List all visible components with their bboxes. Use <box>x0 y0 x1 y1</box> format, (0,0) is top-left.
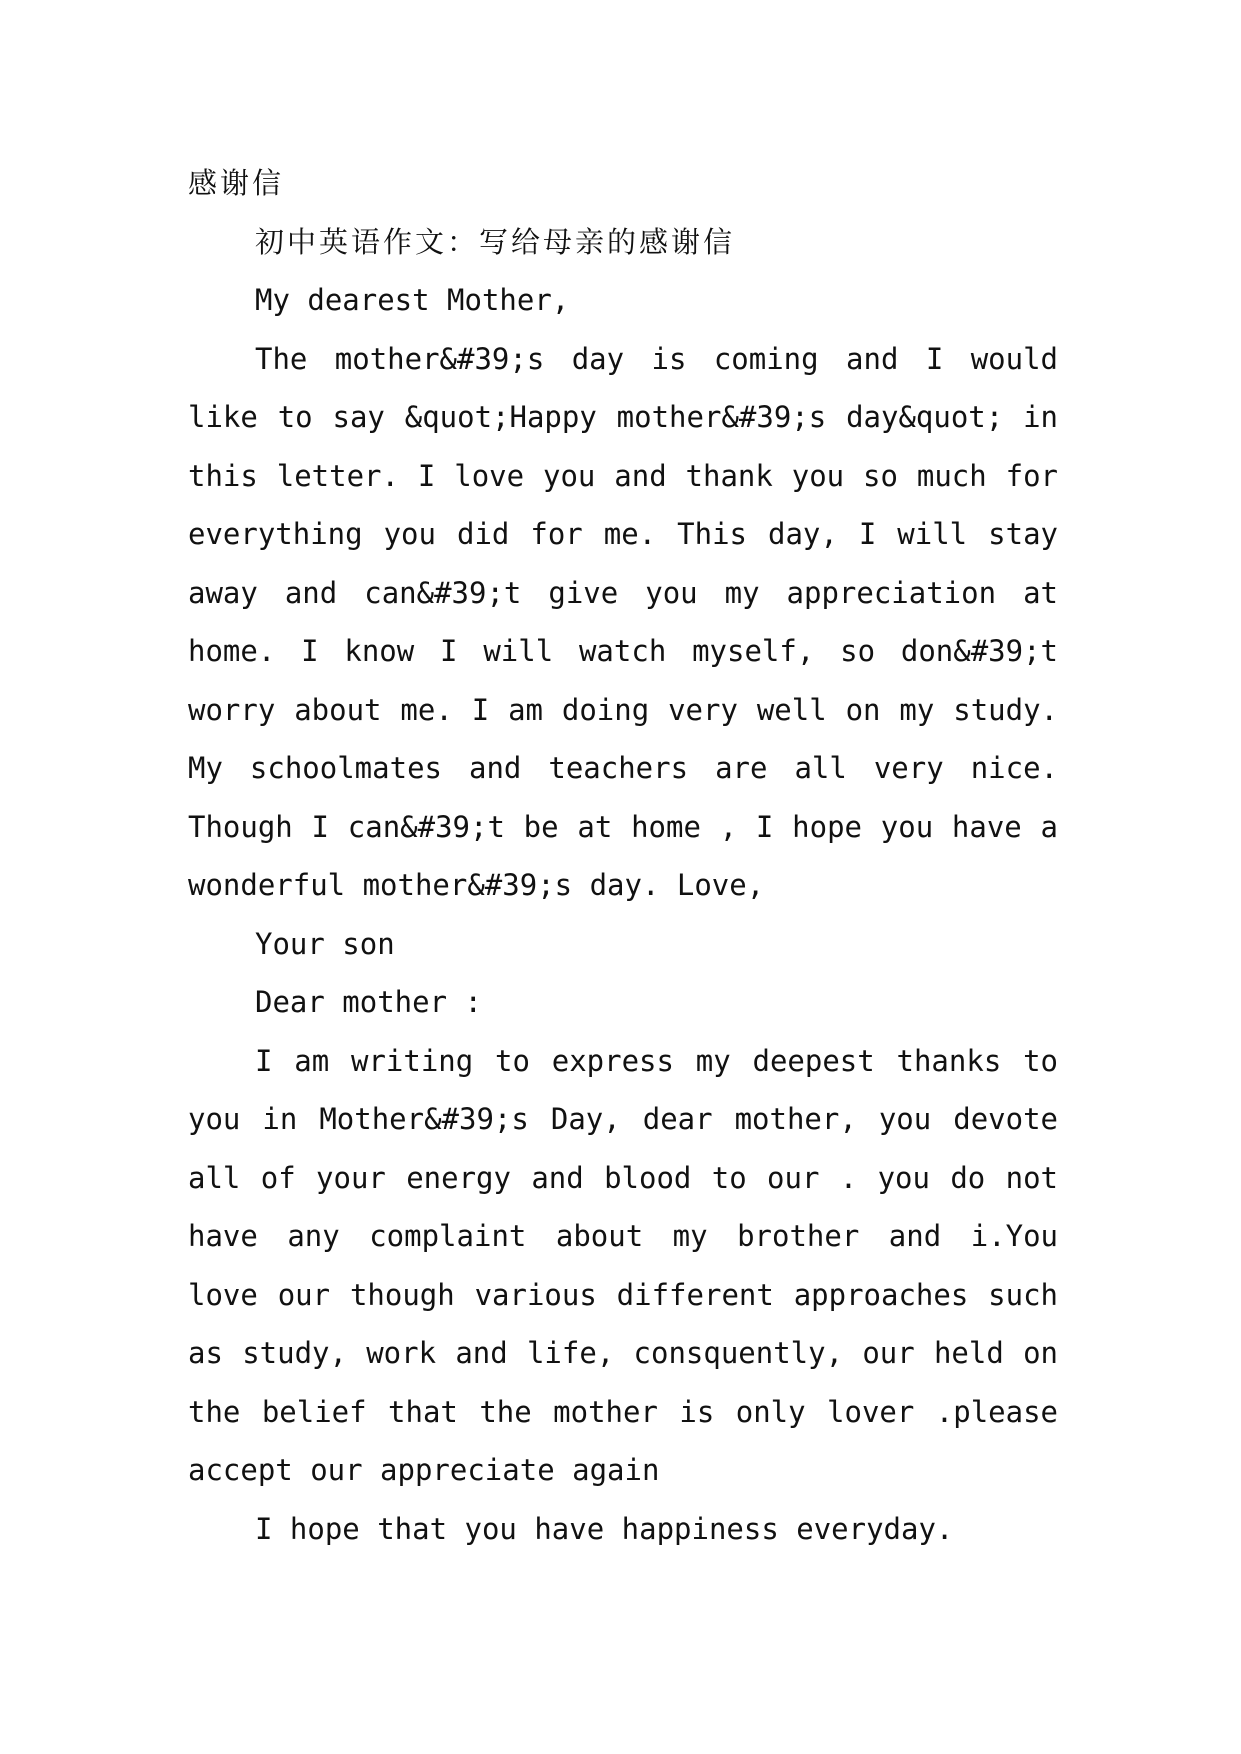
letter1-body: The mother&#39;s day is coming and I would like to say &quot;Happy mother&#39;s day&quot; in this letter. I love you and thank you so much for everything you did for me. This day, I will stay away and can&#39;t give you my appreciation at home. I know I will watch myself, so don&#39;t worry about me. I am doing very well on my study. My schoolmates and teachers are all very nice. Though I can&#39;t be at home , I hope you have a wonderful mother&#39;s day. Love, <box>188 341 1058 902</box>
letter2-body: I am writing to express my deepest thanks to you in Mother&#39;s Day, dear mother, you devote all of your energy and blood to our . you do not have any complaint about my brother and i.You love our though various different approaches such as study, work and life, consquently, our held on the belief that the mother is only lover .please accept our appreciate again <box>188 1043 1058 1487</box>
letter2-closing: I hope that you have happiness everyday. <box>255 1511 954 1546</box>
letter2-salutation: Dear mother : <box>255 985 482 1019</box>
letter1-salutation: My dearest Mother, <box>255 283 570 317</box>
letter1-signature: Your son <box>255 926 395 961</box>
document-content <box>188 154 1058 1558</box>
document-subtitle: 初中英语作文：写给母亲的感谢信 <box>255 224 736 259</box>
document-title: 感谢信 <box>188 166 285 200</box>
